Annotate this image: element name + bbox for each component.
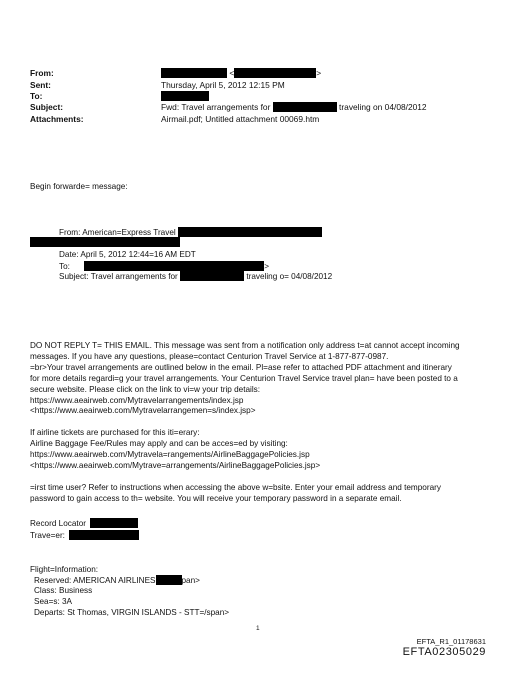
notice-line-5: secure website. Please click on the link to vi=w your trip details: [30, 385, 261, 394]
traveler-line [30, 530, 139, 541]
sent-value: Thursday, April 5, 2012 12:15 PM [161, 80, 285, 90]
seats-line: Sea=s: 3A [34, 597, 73, 606]
first-time-line-1: =irst time user? Refer to instructions when accessing the above w=bsite. Enter your email address and temporary [30, 483, 441, 492]
fwd-subject-line [59, 271, 332, 282]
fwd-date: Date: April 5, 2012 12:44=16 AM EDT [59, 250, 196, 259]
baggage-line-1: If airline tickets are purchased for this iti=erary: [30, 428, 200, 437]
redaction-block [69, 530, 139, 540]
notice-line-3: =br>Your travel arrangements are outlined below in the email. Pl=ase refer to attached PDF attachment and itinerary [30, 363, 452, 372]
reserved-suffix: pan> [181, 576, 200, 585]
from-value [161, 68, 321, 78]
class-line: Class: Business [34, 586, 93, 595]
redaction-block [90, 518, 138, 528]
redaction-block [234, 68, 316, 78]
to-label: To: [30, 91, 43, 101]
subject-label: Subject: [30, 102, 64, 112]
fwd-subject-prefix: Subject: Travel arrangements for [59, 272, 178, 281]
to-value [161, 91, 209, 101]
from-lt: < [229, 68, 235, 78]
record-locator-label: Record Locator [30, 519, 86, 528]
subject-suffix: traveling on 04/08/2012 [339, 102, 427, 112]
attachments-label: Attachments: [30, 114, 84, 124]
fwd-to-gt: > [264, 262, 269, 271]
redaction-block [178, 227, 322, 237]
reserved-prefix: Reserved: AMERICAN AIRLINES [34, 576, 156, 585]
begin-forwarded: Begin forwarde= message: [30, 182, 128, 191]
baggage-line-2: Airline Baggage Fee/Rules may apply and can be acces=ed by visiting: [30, 439, 288, 448]
from-label: From: [30, 68, 54, 78]
redaction-block [273, 102, 337, 112]
subject-value [161, 102, 427, 112]
redaction-block [156, 575, 182, 585]
notice-line-4: for more details regardi=g your travel arrangements. Your Centurion Travel Service travel plan= have been posted to a [30, 374, 458, 383]
from-gt: > [316, 68, 322, 78]
traveler-label: Trave=er: [30, 531, 65, 540]
flight-info-heading: Flight=Information: [30, 565, 99, 574]
departs-line: Departs: St Thomas, VIRGIN ISLANDS - STT=/span> [34, 608, 230, 617]
sent-label: Sent: [30, 80, 51, 90]
trip-link-2: <https://www.aeairweb.com/Mytravelarrangemen=s/index.jsp> [30, 406, 256, 415]
baggage-link-1: https://www.aeairweb.com/Mytravela=rangements/AirlineBaggagePolicies.jsp [30, 450, 310, 459]
baggage-link-2: <https://www.aeairweb.com/Mytrave=arrangements/AirlineBaggagePolicies.jsp> [30, 461, 321, 470]
redaction-block [30, 237, 180, 247]
record-locator-line [30, 518, 138, 529]
redaction-block [84, 261, 264, 271]
subject-prefix: Fwd: Travel arrangements for [161, 102, 271, 112]
trip-link-1: https://www.aeairweb.com/Mytravelarrangements/index.jsp [30, 396, 244, 405]
redaction-block [161, 91, 209, 101]
bates-id-large: EFTA02305029 [402, 646, 486, 658]
fwd-to-prefix: To: [59, 262, 70, 271]
redaction-block [180, 271, 244, 281]
bates-id-small: EFTA_R1_01178631 [416, 637, 486, 646]
attachments-value: Airmail.pdf; Untitled attachment 00069.htm [161, 114, 320, 124]
reserved-line [34, 575, 200, 586]
redaction-block [161, 68, 227, 78]
page-number: 1 [256, 625, 260, 632]
fwd-from-prefix: From: American=Express Travel [59, 228, 176, 237]
fwd-subject-suffix: traveling o= 04/08/2012 [246, 272, 333, 281]
notice-line-2: messages. If you have any questions, please=contact Centurion Travel Service at 1-877-877-0987. [30, 352, 389, 361]
first-time-line-2: password to gain access to th= website. You will receive your temporary password in a separate email. [30, 494, 402, 503]
fwd-from-continued [30, 237, 180, 248]
notice-line-1: DO NOT REPLY T= THIS EMAIL. This message was sent from a notification only address t=at cannot accept incoming [30, 341, 460, 350]
